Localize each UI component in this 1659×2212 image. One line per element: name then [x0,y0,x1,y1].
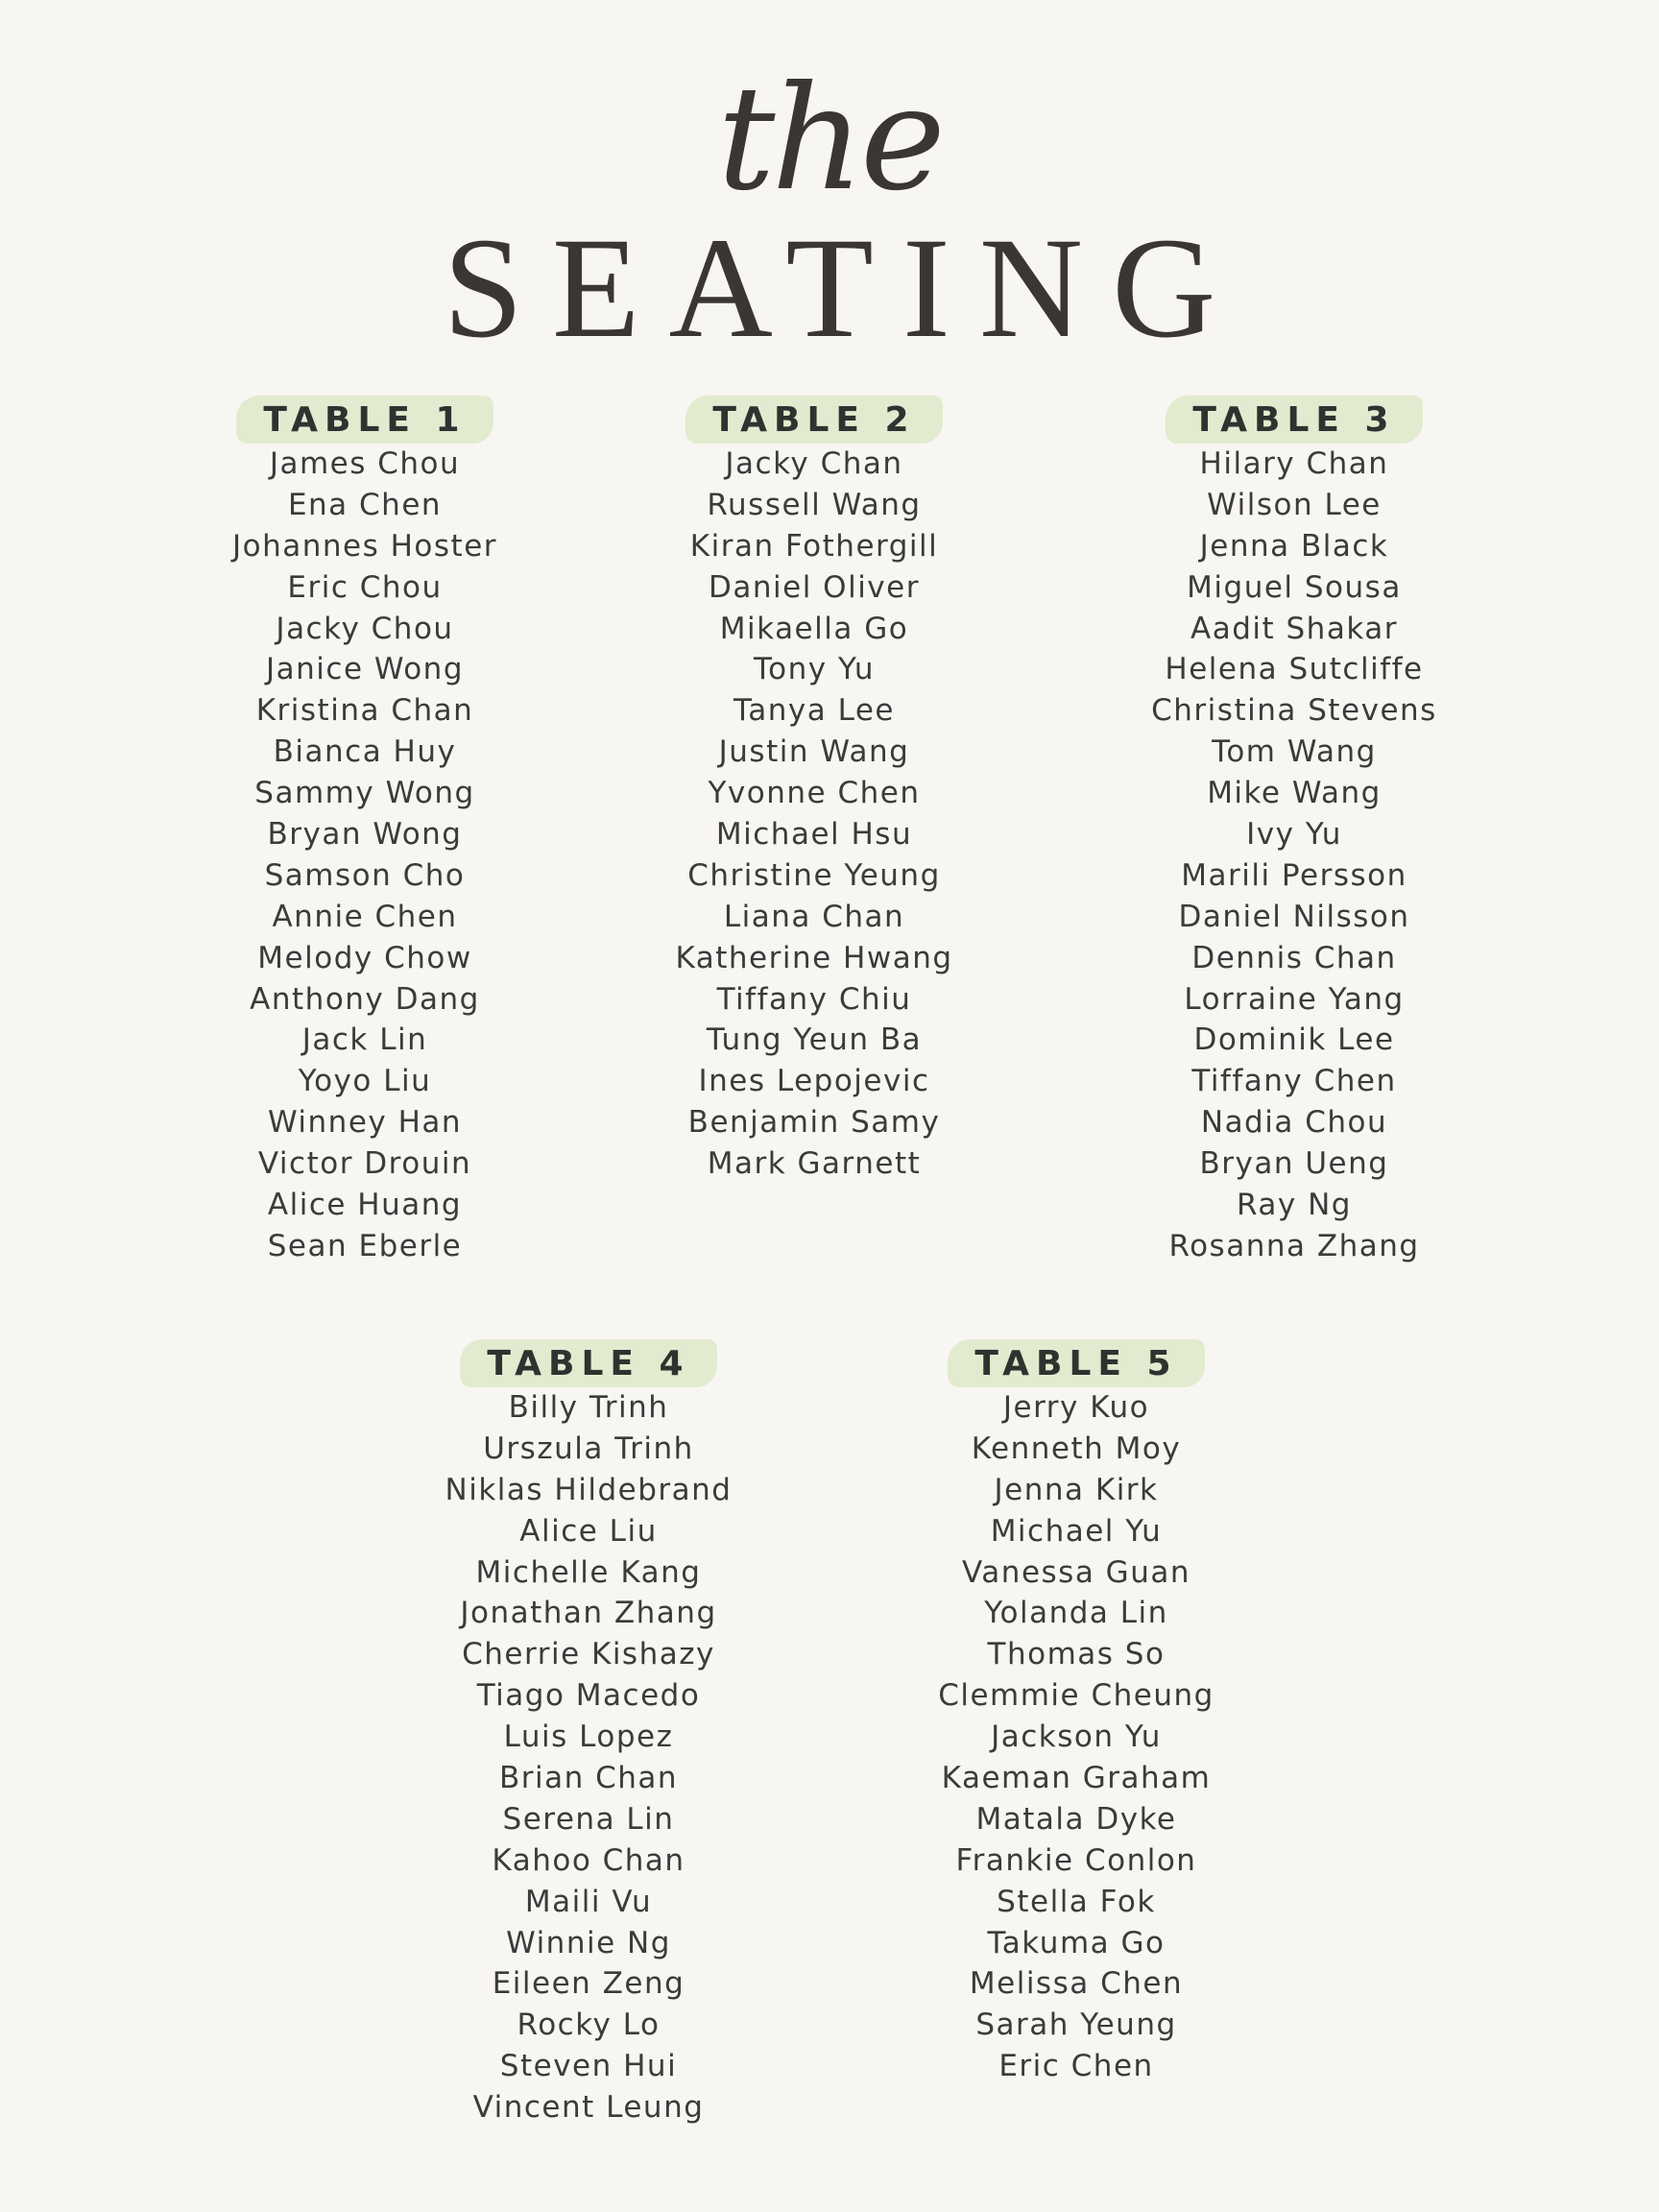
guest-name: Eric Chen [998,2049,1154,2084]
table-3 [1093,396,1496,1267]
guest-name: Bryan Ueng [1199,1146,1389,1182]
guest-name: Alice Liu [519,1513,658,1549]
guest-name: Winnie Ng [506,1925,671,1960]
guest-name: Tony Yu [753,652,875,687]
guest-name: Benjamin Samy [687,1105,941,1141]
guest-name: Yvonne Chen [708,776,921,811]
guest-name: Luis Lopez [503,1719,674,1755]
guest-name: Jonathan Zhang [460,1596,717,1631]
guest-name: Jack Lin [301,1022,428,1058]
guest-name: Ines Lepojevic [698,1064,930,1099]
guest-name: Daniel Oliver [709,569,920,605]
guest-name: Jackson Yu [991,1719,1162,1755]
guest-name: Sammy Wong [254,776,475,811]
guest-list [1093,444,1496,1267]
guest-name: Janice Wong [266,652,464,687]
guest-name: Kahoo Chan [492,1842,685,1878]
guest-name: Melissa Chen [969,1966,1184,2002]
guest-name: Alice Huang [267,1188,463,1223]
guest-name: Mike Wang [1207,776,1382,811]
guest-name: Tom Wang [1212,734,1377,770]
guest-name: Sarah Yeung [975,2008,1177,2043]
page-title: SEATING [443,208,1245,368]
guest-name: Victor Drouin [257,1146,472,1182]
guest-name: Sean Eberle [267,1228,463,1263]
table-header: TABLE 1 [236,396,493,444]
table-1 [163,396,566,1267]
guest-name: Wilson Lee [1207,487,1382,522]
guest-name: Samson Cho [264,857,466,893]
guest-name: Ena Chen [287,487,443,522]
guest-name: Bianca Huy [273,734,457,770]
guest-list [875,1387,1278,2087]
guest-name: Rocky Lo [517,2008,661,2043]
guest-name: Stella Fok [997,1884,1156,1919]
guest-name: Liana Chan [723,899,905,934]
guest-name: Tanya Lee [733,693,895,729]
guest-name: Eileen Zeng [492,1966,685,2002]
table-header: TABLE 5 [948,1339,1205,1387]
guest-name: Mikaella Go [719,611,909,646]
table-header: TABLE 2 [685,396,943,444]
guest-name: Tiago Macedo [476,1678,701,1714]
guest-name: Kenneth Moy [971,1431,1182,1466]
table-2 [613,396,1016,1185]
guest-name: Tung Yeun Ba [706,1022,923,1058]
guest-name: Serena Lin [502,1801,675,1837]
guest-name: Helena Sutcliffe [1165,652,1424,687]
guest-name: Yoyo Liu [298,1064,432,1099]
table-header: TABLE 4 [460,1339,717,1387]
guest-name: Frankie Conlon [955,1842,1197,1878]
guest-name: Dominik Lee [1193,1022,1395,1058]
guest-name: Billy Trinh [508,1390,669,1425]
guest-name: Hilary Chan [1199,446,1389,481]
guest-name: Jenna Kirk [994,1472,1159,1507]
guest-name: Cherrie Kishazy [462,1637,715,1672]
guest-name: Nadia Chou [1200,1105,1388,1141]
guest-name: Ivy Yu [1246,817,1342,853]
guest-name: Mark Garnett [707,1146,922,1182]
guest-name: Aadit Shakar [1190,611,1398,646]
guest-name: Tiffany Chiu [716,981,912,1017]
guest-name: Takuma Go [987,1925,1166,1960]
guest-name: Dennis Chan [1191,940,1397,975]
guest-name: James Chou [269,446,461,481]
guest-name: Vincent Leung [472,2090,705,2126]
guest-name: Michael Yu [990,1513,1163,1549]
guest-name: Russell Wang [707,487,922,522]
guest-name: Steven Hui [499,2049,678,2084]
guest-name: Niklas Hildebrand [445,1472,733,1507]
guest-name: Maili Vu [524,1884,653,1919]
guest-list [387,1387,790,2128]
guest-list [613,444,1016,1185]
guest-name: Brian Chan [498,1761,679,1796]
guest-name: Kiran Fothergill [689,528,939,564]
guest-name: Clemmie Cheung [938,1678,1214,1714]
guest-name: Annie Chen [272,899,458,934]
guest-name: Jacky Chan [725,446,903,481]
table-4 [387,1339,790,2128]
guest-name: Yolanda Lin [984,1596,1168,1631]
guest-name: Johannes Hoster [231,528,498,564]
guest-name: Christine Yeung [687,857,941,893]
guest-name: Urszula Trinh [483,1431,694,1466]
guest-name: Kristina Chan [255,693,474,729]
guest-name: Melody Chow [257,940,472,975]
guest-name: Justin Wang [718,734,910,770]
guest-list [163,444,566,1267]
guest-name: Winney Han [267,1105,463,1141]
table-5 [875,1339,1278,2087]
guest-name: Jerry Kuo [1002,1390,1150,1425]
guest-name: Thomas So [987,1637,1166,1672]
guest-name: Jacky Chou [276,611,454,646]
guest-name: Jenna Black [1199,528,1389,564]
title-script: the [717,56,942,223]
guest-name: Lorraine Yang [1184,981,1405,1017]
guest-name: Miguel Sousa [1187,569,1402,605]
guest-name: Vanessa Guan [962,1554,1190,1590]
guest-name: Marili Persson [1181,857,1407,893]
guest-name: Anthony Dang [250,981,480,1017]
guest-name: Katherine Hwang [675,940,953,975]
guest-name: Eric Chou [287,569,443,605]
guest-name: Ray Ng [1237,1188,1352,1223]
guest-name: Kaeman Graham [941,1761,1212,1796]
guest-name: Bryan Wong [267,817,463,853]
guest-name: Christina Stevens [1151,693,1437,729]
guest-name: Daniel Nilsson [1178,899,1410,934]
guest-name: Matala Dyke [975,1801,1177,1837]
guest-name: Michael Hsu [715,817,913,853]
guest-name: Michelle Kang [475,1554,702,1590]
table-header: TABLE 3 [1166,396,1423,444]
guest-name: Tiffany Chen [1191,1064,1397,1099]
guest-name: Rosanna Zhang [1168,1228,1420,1263]
